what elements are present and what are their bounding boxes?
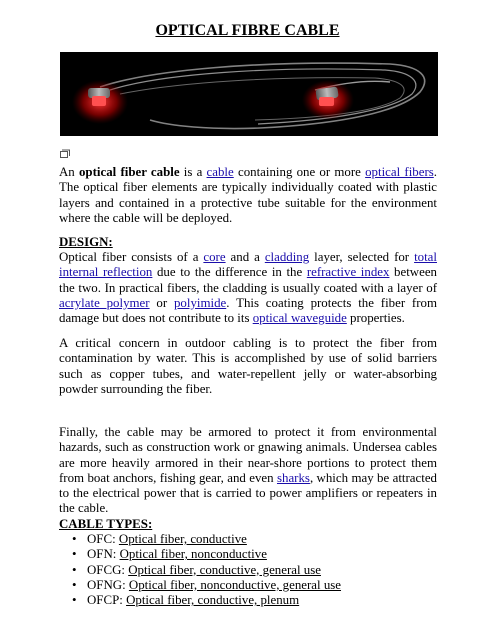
link-core[interactable]: core [203, 250, 226, 264]
water-protection-paragraph: A critical concern in outdoor cabling is to protect the fiber from contamination by water. This is accomplished by use of solid barriers such as copper tubes, and water-repellent jelly or water-absorbing powder surrounding the fiber. [59, 336, 437, 396]
list-item: • OFCG: Optical fiber, conductive, general use [72, 562, 321, 577]
bullet-dot-icon: • [72, 562, 77, 577]
link-sharks[interactable]: sharks [276, 470, 310, 485]
list-item: • OFN: Optical fiber, nonconductive [72, 547, 267, 562]
link-optical-waveguide[interactable]: optical waveguide [252, 311, 347, 326]
cable-type-link[interactable]: Optical fiber, conductive, plenum [126, 593, 300, 608]
cable-types-list [59, 532, 341, 608]
link-cladding[interactable]: cladding [264, 250, 310, 264]
list-item: • OFC: Optical fiber, conductive [72, 532, 247, 546]
design-heading: DESIGN: [59, 235, 113, 249]
cable-type-link[interactable]: Optical fiber, conductive, general use [128, 562, 321, 577]
link-polyimide[interactable]: polyimide [173, 295, 227, 310]
bullet-dot-icon: • [72, 532, 77, 546]
cable-types-heading: CABLE TYPES: [59, 517, 153, 531]
armor-paragraph: Finally, the cable may be armored to protect it from environmental hazards, such as construction work or gnawing animals. Undersea cables are more heavily armored in their near-shore portions to protect them from boat anchors, fishing gear, and even sharks, which may be attracted to the electrical power that is carried to power amplifiers or repeaters in the cable. [59, 425, 437, 516]
list-item: • OFCP: Optical fiber, conductive, plenum [72, 593, 300, 608]
cable-type-link[interactable]: Optical fiber, nonconductive [119, 547, 267, 562]
link-total-internal-reflection[interactable]: total internal reflection [59, 250, 437, 280]
bullet-dot-icon: • [72, 593, 77, 608]
fiber-optic-illustration [60, 52, 438, 136]
bullet-dot-icon: • [72, 547, 77, 562]
link-refractive-index[interactable]: refractive index [306, 265, 390, 280]
cable-type-link[interactable]: Optical fiber, conductive [118, 532, 247, 546]
cable-type-link[interactable]: Optical fiber, nonconductive, general use [128, 577, 342, 592]
list-item: • OFNG: Optical fiber, nonconductive, general use [72, 577, 342, 592]
image-placeholder-icon [60, 146, 70, 156]
bullet-dot-icon: • [72, 577, 77, 592]
page-title: OPTICAL FIBRE CABLE [155, 22, 340, 39]
link-optical-fibers[interactable]: optical fibers [365, 165, 434, 179]
fiber-optic-photo [60, 52, 438, 136]
intro-paragraph: An optical fiber cable is a cable containing one or more optical fibers. The optical fiber elements are typically individually coated with plastic layers and contained in a protective tube suitable for the environment where the cable will be deployed. [59, 165, 437, 225]
link-cable[interactable]: cable [206, 165, 234, 179]
link-acrylate-polymer[interactable]: acrylate polymer [59, 295, 150, 310]
design-paragraph: Optical fiber consists of a core and a cladding layer, selected for total internal reflection due to the difference in the refractive index between the two. In practical fibers, the cladding is usually coated with a layer of acrylate polymer or polyimide. This coating protects the fiber from damage but does not contribute to its optical waveguide properties. [59, 250, 437, 326]
term-optical-fiber-cable: optical fiber cable [78, 165, 180, 179]
